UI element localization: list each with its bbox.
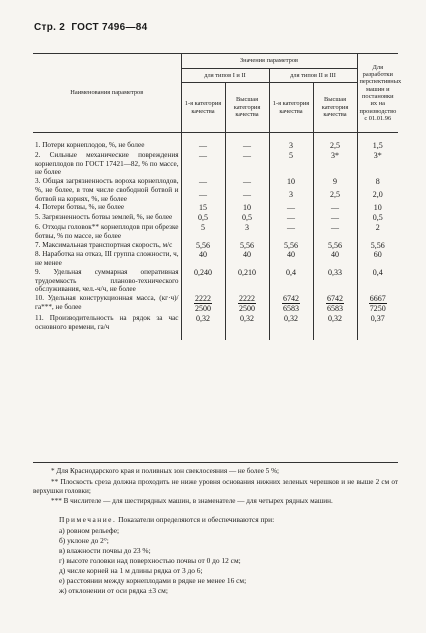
- cell-value: 40: [225, 250, 269, 268]
- footnotes: [33, 462, 398, 508]
- cell-value: 0,5: [225, 213, 269, 223]
- cell-value: 5,56: [225, 241, 269, 251]
- cell-value: 2,0: [357, 190, 398, 203]
- remark-item: в) влажности почвы до 23 %;: [59, 546, 151, 556]
- remark-item: д) числе корней на 1 м длины рядка от 3 до 6;: [59, 566, 203, 576]
- fraction-numerator: 6742: [327, 294, 343, 304]
- cell-value: 2,5: [313, 190, 357, 203]
- fraction-denominator: 2500: [239, 304, 255, 314]
- fraction-value: [181, 294, 225, 314]
- cell-value: 0,32: [181, 314, 225, 332]
- column-group-values: Значения параметров: [181, 54, 357, 69]
- cell-value: 10: [269, 177, 313, 190]
- cell-value: 5,56: [181, 241, 225, 251]
- cell-value: 0,32: [269, 314, 313, 332]
- column-header-1cat-a: 1-я категория качества: [181, 83, 225, 133]
- table-row: [33, 177, 398, 190]
- footnote-2: ** Плоскость среза должна проходить не ниже уровня основания нижних зеленых черешков и не выше 2 см от верхушки головки;: [33, 477, 398, 495]
- parameter-name: 9. Удельная суммарная оперативная трудоемкость планово-технического обслуживания, чел.-ч/ч, не более: [35, 267, 179, 294]
- table-row: [33, 203, 398, 213]
- column-header-name: Наименования параметров: [33, 54, 181, 133]
- standard-title: ГОСТ 7496—84: [71, 22, 148, 33]
- cell-value: —: [225, 177, 269, 190]
- cell-value: —: [181, 151, 225, 177]
- cell-value: 1,5: [357, 141, 398, 151]
- table-row: [33, 268, 398, 294]
- remark-list: [33, 526, 398, 595]
- remark-item: б) уклоне до 2°;: [59, 536, 109, 546]
- cell-value: 0,4: [269, 268, 313, 294]
- cell-value: 5: [181, 223, 225, 241]
- fraction-denominator: 6583: [283, 304, 299, 314]
- cell-value: 5: [269, 151, 313, 177]
- cell-value: 5,56: [269, 241, 313, 251]
- cell-value: 3*: [357, 151, 398, 177]
- cell-value: 10: [225, 203, 269, 213]
- fraction-numerator: 6742: [283, 294, 299, 304]
- column-header-high-a: Высшая категория качества: [225, 83, 269, 133]
- column-header-1cat-b: 1-я категория качества: [269, 83, 313, 133]
- cell-value: 0,32: [313, 314, 357, 332]
- cell-value: —: [313, 223, 357, 241]
- remark-text: Показатели определяются и обеспечиваются при:: [118, 515, 275, 524]
- table-row: [33, 294, 398, 314]
- cell-value: 0,5: [357, 213, 398, 223]
- cell-value: —: [181, 190, 225, 203]
- cell-value: —: [269, 203, 313, 213]
- parameter-name: 5. Загрязненность ботвы землей, %, не более: [35, 213, 173, 222]
- cell-value: —: [269, 223, 313, 241]
- cell-value: 8: [357, 177, 398, 190]
- remark-block: [33, 515, 398, 596]
- fraction-value: [269, 294, 313, 314]
- cell-value: —: [269, 213, 313, 223]
- table-row: [33, 314, 398, 332]
- parameter-name: 2. Сильные механические повреждения корнеплодов по ГОСТ 17421—82, % по массе, не более: [35, 150, 179, 177]
- cell-value: 3: [269, 190, 313, 203]
- remark-item: а) ровном рельефе;: [59, 526, 120, 536]
- cell-value: —: [225, 141, 269, 151]
- cell-value: 2,5: [313, 141, 357, 151]
- fraction-value: [313, 294, 357, 314]
- cell-value: —: [313, 203, 357, 213]
- fraction-denominator: 2500: [195, 304, 211, 314]
- cell-value: 5,56: [313, 241, 357, 251]
- cell-value: 15: [181, 203, 225, 213]
- parameters-table: [33, 53, 402, 340]
- page-number: Стр. 2: [34, 22, 66, 33]
- cell-value: 0,240: [181, 268, 225, 294]
- cell-value: 3*: [313, 151, 357, 177]
- cell-value: 0,4: [357, 268, 398, 294]
- column-group-types-2-3: для типов II и III: [269, 69, 357, 83]
- fraction-denominator: 6583: [327, 304, 343, 314]
- parameter-name: 10. Удельная конструкционная масса, (кг·ч)/га***, не более: [35, 294, 179, 311]
- cell-value: 40: [269, 250, 313, 268]
- cell-value: 0,5: [181, 213, 225, 223]
- table-row: [33, 141, 398, 151]
- cell-value: 0,210: [225, 268, 269, 294]
- cell-value: 5,56: [357, 241, 398, 251]
- cell-value: 0,33: [313, 268, 357, 294]
- cell-value: 2: [357, 223, 398, 241]
- fraction-numerator: 6667: [369, 294, 386, 304]
- column-header-high-b: Высшая категория качества: [313, 83, 357, 133]
- fraction-value: [357, 294, 398, 314]
- cell-value: —: [313, 213, 357, 223]
- column-group-types-1-2: для типов I и II: [181, 69, 269, 83]
- cell-value: —: [225, 190, 269, 203]
- table-row: [33, 223, 398, 241]
- parameter-name: 6. Отходы головок** корнеплодов при обрезке ботвы, % по массе, не более: [35, 222, 179, 240]
- table-row: [33, 250, 398, 268]
- remark-item: е) расстоянии между корнеплодами в рядке не менее 16 см;: [59, 576, 247, 586]
- cell-value: 0,37: [357, 314, 398, 332]
- cell-value: 60: [357, 250, 398, 268]
- fraction-denominator: 7250: [369, 304, 386, 314]
- parameter-name: 1. Потери корнеплодов, %, не более: [35, 141, 145, 149]
- table-row: [33, 151, 398, 177]
- cell-value: 3: [225, 223, 269, 241]
- cell-value: —: [181, 141, 225, 151]
- cell-value: 9: [313, 177, 357, 190]
- fraction-numerator: 2222: [239, 294, 255, 304]
- cell-value: 40: [181, 250, 225, 268]
- parameter-name: 8. Наработка на отказ, III группа сложности, ч, не менее: [35, 250, 179, 268]
- column-header-new-machines: Для разработки перспективных машин и постановки их на производство с 01.01.96: [357, 54, 398, 133]
- parameter-name: 4. Потери ботвы, %, не более: [35, 203, 125, 212]
- parameter-name: 11. Производительность на рядок за час основного времени, га/ч: [35, 314, 179, 331]
- remark-item: ж) отклонении от оси рядка ±3 см;: [59, 586, 168, 596]
- cell-value: 3: [269, 141, 313, 151]
- fraction-numerator: 2222: [195, 294, 211, 304]
- cell-value: —: [225, 151, 269, 177]
- fraction-value: [225, 294, 269, 314]
- footnote-1: * Для Краснодарского края и поливных зон свеклосеяния — не более 5 %;: [51, 467, 280, 475]
- table-row: [33, 213, 398, 223]
- parameter-name: 7. Максимальная транспортная скорость, м/с: [35, 240, 173, 249]
- cell-value: 0,32: [225, 314, 269, 332]
- table-row: [33, 241, 398, 251]
- remark-item: г) высоте головки над поверхностью почвы от 0 до 12 см;: [59, 556, 241, 566]
- remark-title: Примечание.: [59, 515, 117, 524]
- cell-value: 10: [357, 203, 398, 213]
- parameter-name: 3. Общая загрязненность вороха корнеплодов, %, не более, в том числе свободной ботвой и ботвой на корнях, %, не более: [35, 177, 179, 203]
- cell-value: —: [181, 177, 225, 190]
- page-header: [34, 22, 147, 34]
- cell-value: 40: [313, 250, 357, 268]
- footnote-3: *** В числителе — для шестирядных машин, в знаменателе — для четырех рядных машин.: [51, 497, 333, 506]
